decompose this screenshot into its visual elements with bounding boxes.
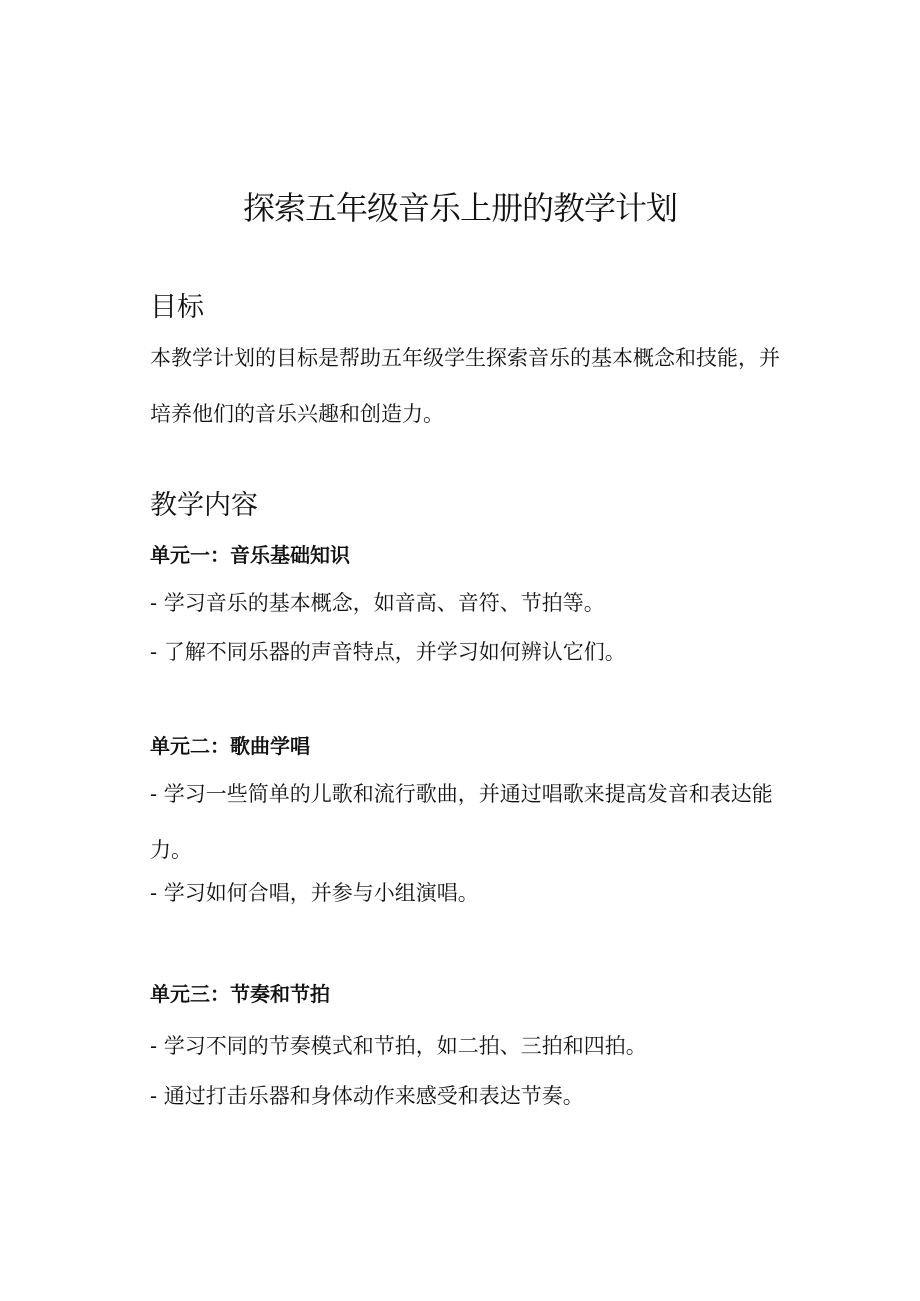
unit-1-item-2: - 了解不同乐器的声音特点，并学习如何辨认它们。 [150, 640, 626, 664]
unit-2-item-1: - 学习一些简单的儿歌和流行歌曲，并通过唱歌来提高发音和表达能力。 [150, 782, 773, 862]
section-heading-goal: 目标 [150, 292, 204, 323]
goal-paragraph: 本教学计划的目标是帮助五年级学生探索音乐的基本概念和技能，并培养他们的音乐兴趣和创造力。 [150, 346, 780, 426]
unit-3-title: 单元三：节奏和节拍 [150, 982, 330, 1006]
unit-1-item-1: - 学习音乐的基本概念，如音高、音符、节拍等。 [150, 591, 605, 615]
unit-2-item-2: - 学习如何合唱，并参与小组演唱。 [150, 881, 479, 905]
document-title: 探索五年级音乐上册的教学计划 [242, 189, 677, 227]
unit-1-title: 单元一：音乐基础知识 [150, 543, 350, 567]
unit-2-title: 单元二：歌曲学唱 [150, 734, 310, 758]
unit-3-item-2: - 通过打击乐器和身体动作来感受和表达节奏。 [150, 1084, 584, 1108]
unit-3-item-1: - 学习不同的节奏模式和节拍，如二拍、三拍和四拍。 [150, 1034, 647, 1058]
section-heading-content: 教学内容 [150, 490, 258, 521]
